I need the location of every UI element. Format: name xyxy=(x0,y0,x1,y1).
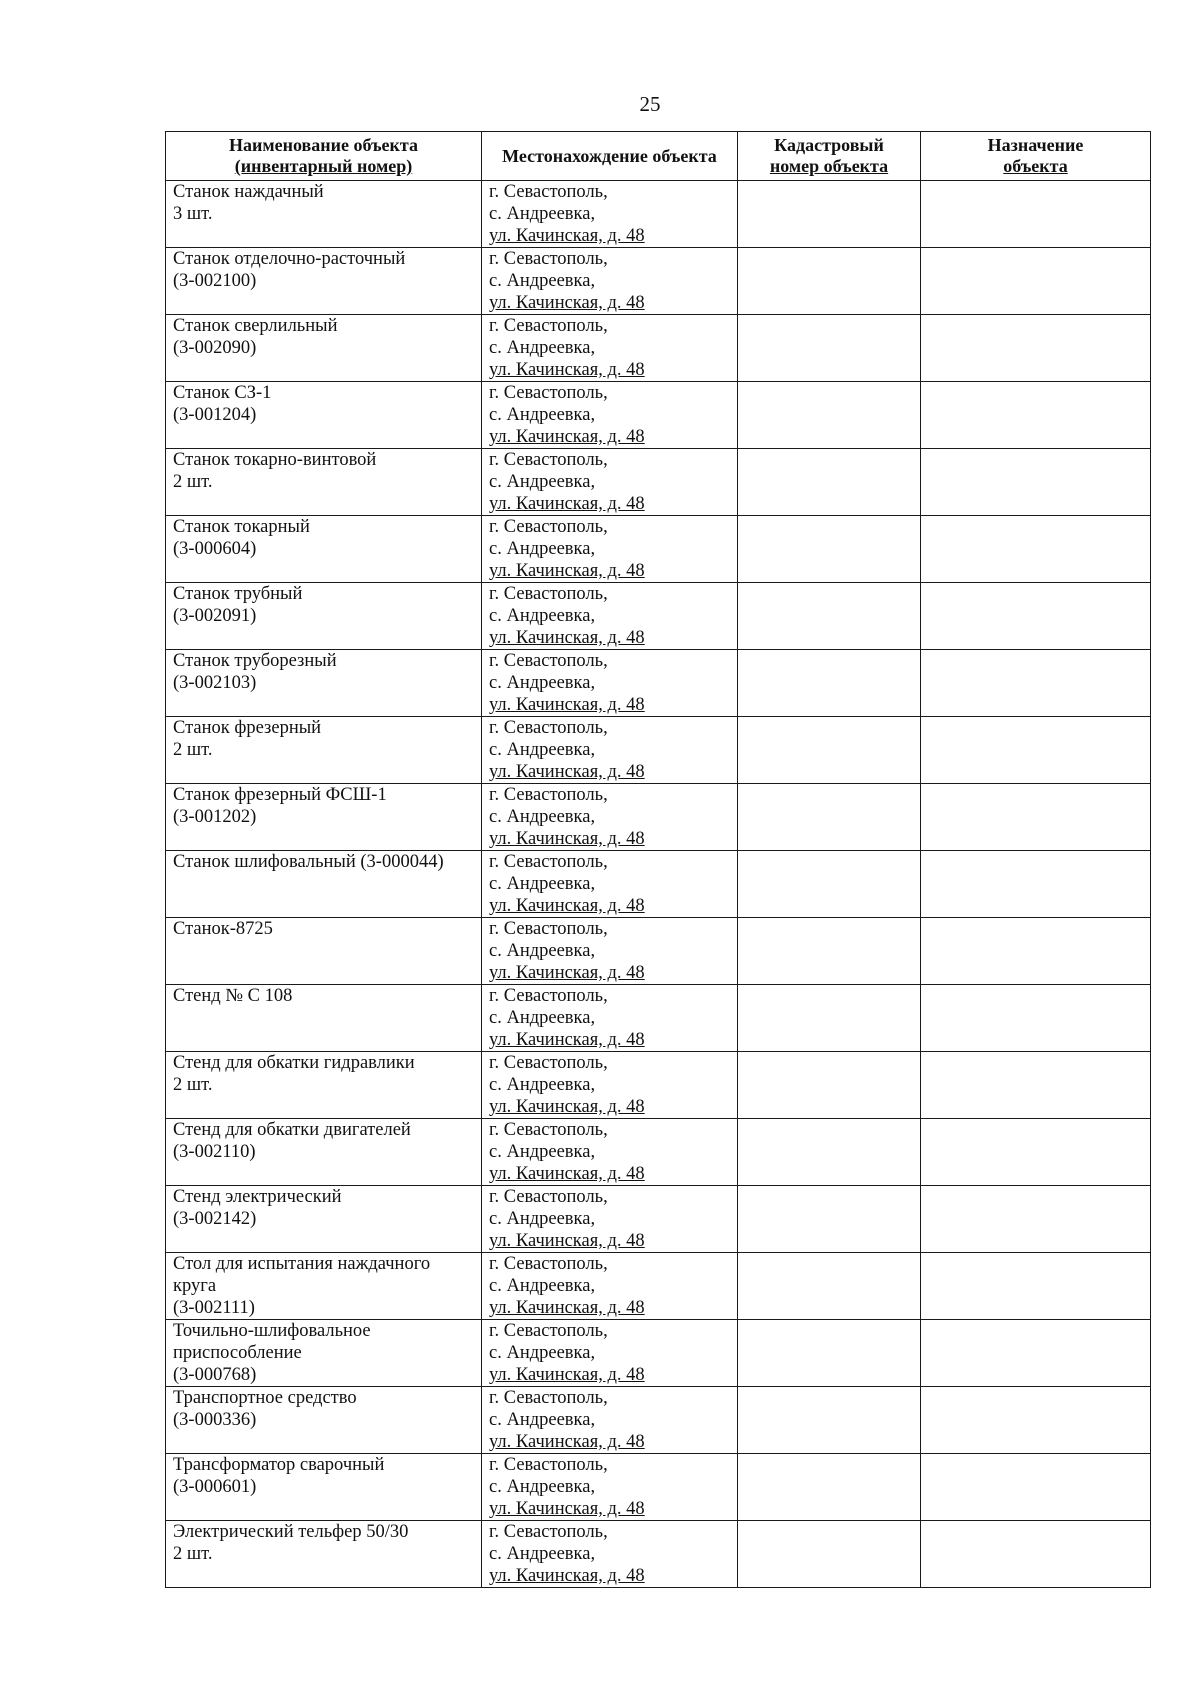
object-location-line: ул. Качинская, д. 48 xyxy=(489,494,645,514)
object-location-cell xyxy=(482,1119,738,1186)
table-row xyxy=(166,1052,1151,1119)
object-location-line: г. Севастополь, xyxy=(489,1120,608,1140)
object-name-line: (3-002091) xyxy=(173,606,257,626)
object-location-line: ул. Качинская, д. 48 xyxy=(489,963,645,983)
object-location-cell xyxy=(482,583,738,650)
object-location-line: с. Андреевка, xyxy=(489,1142,596,1162)
object-location-line: с. Андреевка, xyxy=(489,606,596,626)
object-location-line: ул. Качинская, д. 48 xyxy=(489,1298,645,1318)
object-location-line: ул. Качинская, д. 48 xyxy=(489,1097,645,1117)
object-name-cell xyxy=(166,1454,482,1521)
object-location-line: с. Андреевка, xyxy=(489,472,596,492)
purpose-cell xyxy=(921,717,1151,784)
cadastral-number-cell xyxy=(738,181,921,248)
table-row xyxy=(166,717,1151,784)
object-name-cell xyxy=(166,851,482,918)
cadastral-number-cell xyxy=(738,1253,921,1320)
table-row xyxy=(166,1186,1151,1253)
header-purpose: Назначение объекта xyxy=(921,132,1151,181)
object-name-line: 2 шт. xyxy=(173,472,213,492)
object-location-line: г. Севастополь, xyxy=(489,986,608,1006)
cadastral-number-cell xyxy=(738,1521,921,1588)
object-location-line: с. Андреевка, xyxy=(489,941,596,961)
object-name-line: (3-001202) xyxy=(173,807,257,827)
purpose-cell xyxy=(921,1119,1151,1186)
object-name-line: Станок труборезный xyxy=(173,651,337,671)
cadastral-number-cell xyxy=(738,784,921,851)
object-location-line: с. Андреевка, xyxy=(489,338,596,358)
purpose-cell xyxy=(921,985,1151,1052)
purpose-cell xyxy=(921,851,1151,918)
object-location-line: г. Севастополь, xyxy=(489,785,608,805)
object-location-line: с. Андреевка, xyxy=(489,1477,596,1497)
object-location-line: с. Андреевка, xyxy=(489,1075,596,1095)
object-name-line: Стенд № С 108 xyxy=(173,986,293,1006)
purpose-cell xyxy=(921,248,1151,315)
object-location-line: ул. Качинская, д. 48 xyxy=(489,561,645,581)
object-location-line: ул. Качинская, д. 48 xyxy=(489,896,645,916)
object-location-cell xyxy=(482,784,738,851)
object-location-line: г. Севастополь, xyxy=(489,852,608,872)
purpose-cell xyxy=(921,583,1151,650)
object-location-line: ул. Качинская, д. 48 xyxy=(489,293,645,313)
object-name-line: (3-002103) xyxy=(173,673,257,693)
object-location-line: г. Севастополь, xyxy=(489,383,608,403)
purpose-cell xyxy=(921,1186,1151,1253)
object-name-cell xyxy=(166,248,482,315)
object-name-cell xyxy=(166,717,482,784)
object-name-line: Станок токарный xyxy=(173,517,310,537)
object-name-line: Станок фрезерный xyxy=(173,718,322,738)
object-location-line: ул. Качинская, д. 48 xyxy=(489,829,645,849)
object-name-cell xyxy=(166,1253,482,1320)
object-location-line: ул. Качинская, д. 48 xyxy=(489,1231,645,1251)
object-location-line: г. Севастополь, xyxy=(489,584,608,604)
object-location-cell xyxy=(482,1253,738,1320)
cadastral-number-cell xyxy=(738,717,921,784)
table-row xyxy=(166,985,1151,1052)
cadastral-number-cell xyxy=(738,583,921,650)
table-row xyxy=(166,784,1151,851)
object-name-line: (3-000768) xyxy=(173,1365,257,1385)
object-name-line: Станок фрезерный ФСШ-1 xyxy=(173,785,387,805)
object-location-line: г. Севастополь, xyxy=(489,249,608,269)
object-name-line: Станок СЗ-1 xyxy=(173,383,272,403)
object-name-line: круга xyxy=(173,1276,217,1296)
object-location-line: ул. Качинская, д. 48 xyxy=(489,1499,645,1519)
header-location: Местонахождение объекта xyxy=(482,132,738,181)
object-name-line: Точильно-шлифовальное xyxy=(173,1321,371,1341)
object-location-line: ул. Качинская, д. 48 xyxy=(489,695,645,715)
object-location-line: г. Севастополь, xyxy=(489,1053,608,1073)
object-name-line: Станок наждачный xyxy=(173,182,324,202)
object-name-cell xyxy=(166,985,482,1052)
object-location-cell xyxy=(482,851,738,918)
object-location-line: с. Андреевка, xyxy=(489,1544,596,1564)
object-name-line: 2 шт. xyxy=(173,1544,213,1564)
object-location-line: с. Андреевка, xyxy=(489,405,596,425)
object-name-line: Трансформатор сварочный xyxy=(173,1455,385,1475)
table-body xyxy=(166,181,1151,1588)
object-location-cell xyxy=(482,1320,738,1387)
purpose-cell xyxy=(921,650,1151,717)
object-location-line: г. Севастополь, xyxy=(489,517,608,537)
object-location-cell xyxy=(482,516,738,583)
object-name-line: (3-000604) xyxy=(173,539,257,559)
object-name-line: (3-002090) xyxy=(173,338,257,358)
object-name-line: (3-000336) xyxy=(173,1410,257,1430)
cadastral-number-cell xyxy=(738,985,921,1052)
object-location-cell xyxy=(482,315,738,382)
object-location-line: ул. Качинская, д. 48 xyxy=(489,427,645,447)
table-row xyxy=(166,516,1151,583)
purpose-cell xyxy=(921,1454,1151,1521)
object-location-line: ул. Качинская, д. 48 xyxy=(489,1164,645,1184)
object-location-line: ул. Качинская, д. 48 xyxy=(489,1365,645,1385)
table-row xyxy=(166,449,1151,516)
cadastral-number-cell xyxy=(738,516,921,583)
table-row xyxy=(166,1454,1151,1521)
cadastral-number-cell xyxy=(738,315,921,382)
object-name-line: (3-000601) xyxy=(173,1477,257,1497)
object-location-line: с. Андреевка, xyxy=(489,1343,596,1363)
purpose-cell xyxy=(921,1521,1151,1588)
cadastral-number-cell xyxy=(738,449,921,516)
object-name-line: Стенд для обкатки гидравлики xyxy=(173,1053,415,1073)
object-location-cell xyxy=(482,1454,738,1521)
cadastral-number-cell xyxy=(738,1320,921,1387)
object-location-line: г. Севастополь, xyxy=(489,1254,608,1274)
cadastral-number-cell xyxy=(738,650,921,717)
object-name-line: (3-002100) xyxy=(173,271,257,291)
object-location-line: г. Севастополь, xyxy=(489,718,608,738)
object-location-line: с. Андреевка, xyxy=(489,673,596,693)
object-location-cell xyxy=(482,1521,738,1588)
object-name-cell xyxy=(166,516,482,583)
object-location-line: г. Севастополь, xyxy=(489,919,608,939)
object-location-line: ул. Качинская, д. 48 xyxy=(489,1432,645,1452)
cadastral-number-cell xyxy=(738,382,921,449)
table-row xyxy=(166,1387,1151,1454)
object-location-line: ул. Качинская, д. 48 xyxy=(489,360,645,380)
object-name-line: (3-002142) xyxy=(173,1209,257,1229)
object-name-cell xyxy=(166,1320,482,1387)
object-name-cell xyxy=(166,918,482,985)
object-name-cell xyxy=(166,650,482,717)
object-name-line: Станок отделочно-расточный xyxy=(173,249,406,269)
purpose-cell xyxy=(921,918,1151,985)
table-row xyxy=(166,650,1151,717)
object-name-line: (3-001204) xyxy=(173,405,257,425)
object-name-line: Станок сверлильный xyxy=(173,316,338,336)
object-name-line: Станок токарно-винтовой xyxy=(173,450,377,470)
object-name-cell xyxy=(166,784,482,851)
purpose-cell xyxy=(921,382,1151,449)
object-location-cell xyxy=(482,181,738,248)
object-location-line: г. Севастополь, xyxy=(489,1187,608,1207)
table-row xyxy=(166,1521,1151,1588)
object-name-cell xyxy=(166,449,482,516)
object-location-cell xyxy=(482,1186,738,1253)
table-row xyxy=(166,248,1151,315)
object-location-line: с. Андреевка, xyxy=(489,874,596,894)
object-name-cell xyxy=(166,1119,482,1186)
object-location-line: с. Андреевка, xyxy=(489,1276,596,1296)
object-location-cell xyxy=(482,248,738,315)
object-name-line: Стенд для обкатки двигателей xyxy=(173,1120,411,1140)
object-location-line: ул. Качинская, д. 48 xyxy=(489,226,645,246)
purpose-cell xyxy=(921,449,1151,516)
object-location-cell xyxy=(482,717,738,784)
purpose-cell xyxy=(921,1320,1151,1387)
cadastral-number-cell xyxy=(738,1119,921,1186)
page-number: 25 xyxy=(639,92,661,116)
object-name-line: Станок трубный xyxy=(173,584,303,604)
purpose-cell xyxy=(921,1387,1151,1454)
object-location-line: ул. Качинская, д. 48 xyxy=(489,1566,645,1586)
cadastral-number-cell xyxy=(738,1454,921,1521)
table-row xyxy=(166,1119,1151,1186)
object-name-cell xyxy=(166,181,482,248)
object-location-cell xyxy=(482,1052,738,1119)
object-name-cell xyxy=(166,1387,482,1454)
cadastral-number-cell xyxy=(738,1186,921,1253)
object-name-line: Стенд электрический xyxy=(173,1187,342,1207)
object-location-line: с. Андреевка, xyxy=(489,1410,596,1430)
table-row xyxy=(166,382,1151,449)
purpose-cell xyxy=(921,1253,1151,1320)
cadastral-number-cell xyxy=(738,851,921,918)
object-name-line: 2 шт. xyxy=(173,1075,213,1095)
purpose-cell xyxy=(921,1052,1151,1119)
object-location-line: г. Севастополь, xyxy=(489,450,608,470)
object-location-cell xyxy=(482,650,738,717)
object-name-cell xyxy=(166,1186,482,1253)
object-location-line: ул. Качинская, д. 48 xyxy=(489,1030,645,1050)
object-location-line: г. Севастополь, xyxy=(489,1522,608,1542)
object-name-line: 3 шт. xyxy=(173,204,213,224)
cadastral-number-cell xyxy=(738,918,921,985)
object-name-cell xyxy=(166,1521,482,1588)
object-location-line: с. Андреевка, xyxy=(489,1008,596,1028)
object-name-line: Станок-8725 xyxy=(173,919,273,939)
object-location-cell xyxy=(482,985,738,1052)
object-name-cell xyxy=(166,583,482,650)
object-location-cell xyxy=(482,449,738,516)
object-name-line: Станок шлифовальный (3-000044) xyxy=(173,852,444,872)
purpose-cell xyxy=(921,315,1151,382)
object-name-line: 2 шт. xyxy=(173,740,213,760)
object-location-line: с. Андреевка, xyxy=(489,1209,596,1229)
object-location-cell xyxy=(482,1387,738,1454)
header-name: Наименование объекта (инвентарный номер) xyxy=(166,132,482,181)
object-location-line: ул. Качинская, д. 48 xyxy=(489,762,645,782)
header-cadastral: Кадастровый номер объекта xyxy=(738,132,921,181)
object-location-line: с. Андреевка, xyxy=(489,539,596,559)
table-row xyxy=(166,918,1151,985)
cadastral-number-cell xyxy=(738,1052,921,1119)
object-name-line: Транспортное средство xyxy=(173,1388,357,1408)
object-location-line: г. Севастополь, xyxy=(489,1321,608,1341)
object-name-line: Стол для испытания наждачного xyxy=(173,1254,431,1274)
table-header-row xyxy=(166,132,1151,181)
object-location-line: с. Андреевка, xyxy=(489,271,596,291)
object-location-line: г. Севастополь, xyxy=(489,1455,608,1475)
object-name-cell xyxy=(166,1052,482,1119)
cadastral-number-cell xyxy=(738,1387,921,1454)
table-row xyxy=(166,181,1151,248)
object-location-line: г. Севастополь, xyxy=(489,1388,608,1408)
objects-table xyxy=(165,131,1151,1588)
table-row xyxy=(166,315,1151,382)
purpose-cell xyxy=(921,516,1151,583)
object-location-line: г. Севастополь, xyxy=(489,316,608,336)
cadastral-number-cell xyxy=(738,248,921,315)
object-location-line: г. Севастополь, xyxy=(489,651,608,671)
object-name-cell xyxy=(166,315,482,382)
object-location-line: г. Севастополь, xyxy=(489,182,608,202)
object-name-line: приспособление xyxy=(173,1343,302,1363)
object-location-line: с. Андреевка, xyxy=(489,740,596,760)
purpose-cell xyxy=(921,181,1151,248)
purpose-cell xyxy=(921,784,1151,851)
object-name-line: Электрический тельфер 50/30 xyxy=(173,1522,409,1542)
table-row xyxy=(166,1253,1151,1320)
object-location-cell xyxy=(482,918,738,985)
object-name-line: (3-002111) xyxy=(173,1298,255,1318)
object-location-line: с. Андреевка, xyxy=(489,807,596,827)
object-location-line: с. Андреевка, xyxy=(489,204,596,224)
object-name-line: (3-002110) xyxy=(173,1142,256,1162)
table-row xyxy=(166,1320,1151,1387)
object-name-cell xyxy=(166,382,482,449)
table-row xyxy=(166,851,1151,918)
object-location-line: ул. Качинская, д. 48 xyxy=(489,628,645,648)
object-location-cell xyxy=(482,382,738,449)
table-row xyxy=(166,583,1151,650)
